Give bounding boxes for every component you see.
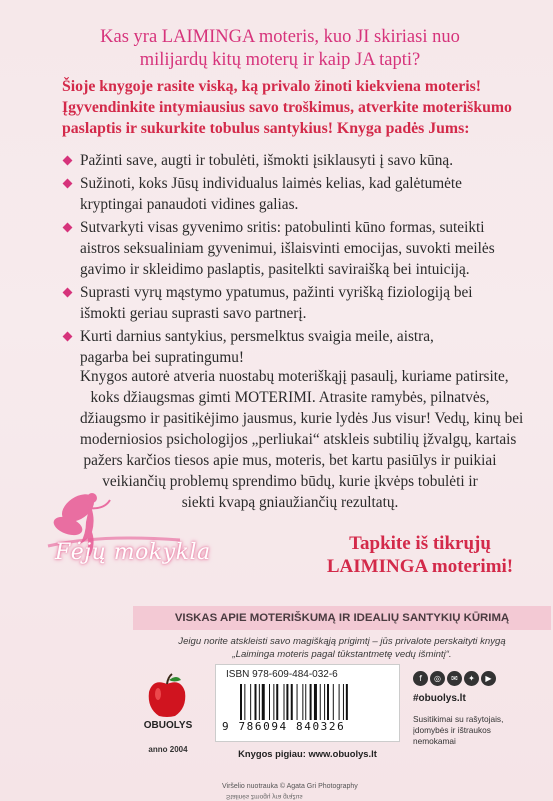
description-line: Knygos autorė atveria nuostabų moteriškąjį pasaulį, kuriame patirsite, [80, 368, 509, 385]
facebook-icon[interactable]: f [413, 671, 428, 686]
email-icon[interactable]: ✉ [447, 671, 462, 686]
lead-paragraph [62, 76, 532, 139]
lead-line-3: paslaptis ir sukurkite tobulus santykius! Knyga padės Jums: [62, 120, 470, 137]
apple-logo-icon [143, 672, 191, 720]
panel-note-line-1: Jeigu norite atskleisti savo magiškąją prigimtį – jūs privalote perskaityti knygą [178, 636, 506, 647]
intro-line-1: Kas yra LAIMINGA moteris, kuo JI skiriasi nuo [100, 27, 460, 47]
mirrored-text: Stalinės žmogų yra grąžus [226, 793, 303, 800]
list-item-text: gavimo ir skleidimo paslaptis, pasitelkti saviraišką bei intuiciją. [80, 261, 470, 278]
list-item [62, 217, 532, 280]
barcode-digits: 9 786094 840326 [222, 720, 346, 733]
publisher-year: anno 2004 [148, 745, 188, 754]
list-item-text: Sužinoti, koks Jūsų individualus laimės kelias, kad galėtumėte [80, 175, 462, 192]
list-item [62, 173, 532, 215]
list-item-text: Suprasti vyrų mąstymo ypatumus, pažinti vyrišką fiziologiją bei [80, 284, 473, 301]
list-item [62, 326, 532, 368]
hashtag: #obuolys.lt [413, 693, 466, 704]
panel-note-line-2: „Laiminga moteris pagal tūkstantmetę vedų išmintį“. [232, 649, 452, 660]
list-item [62, 150, 532, 171]
description-line: siekti kvapą gniaužiančių rezultatų. [181, 494, 399, 511]
list-item-text: aistros seksualiniam gyvenimui, išlaisvinti emocijas, suvokti meilės [80, 240, 495, 257]
description-line: džiaugsmo ir pasitikėjimo jausmus, kurie lydės Jus visur! Vedų, kinų bei [80, 410, 524, 427]
description-line: pažers karčios tiesos apie mus, moteris, bet kartu pasiūlys ir puikiai [83, 452, 497, 469]
isbn-text: ISBN 978-609-484-032-6 [226, 669, 338, 680]
follow-note [413, 714, 533, 747]
photo-credit: Viršelio nuotrauka © Agata Gri Photography [222, 783, 358, 790]
diamond-bullet-icon [63, 332, 73, 342]
youtube-icon[interactable]: ▶ [481, 671, 496, 686]
diamond-bullet-icon [63, 156, 73, 166]
follow-line-2: įdomybės ir ištraukos [413, 725, 491, 735]
lead-line-1: Šioje knygoje rasite viską, ką privalo žinoti kiekviena moteris! [62, 78, 482, 95]
list-item [62, 282, 532, 324]
intro-line-2: milijardų kitų moterų ir kaip JA tapti? [139, 50, 421, 70]
series-logo-text: Fėjų mokykla [55, 540, 211, 565]
tagline [300, 532, 540, 578]
panel-banner: VISKAS APIE MOTERIŠKUMĄ IR IDEALIŲ SANTYKIŲ KŪRIMĄ [133, 606, 551, 630]
tagline-line-1: Tapkite iš tikrųjų [349, 533, 491, 554]
list-item-text: pagarba bei supratingumu! [80, 349, 244, 366]
intro-question [60, 26, 500, 72]
barcode-icon [238, 684, 388, 724]
list-item-text: kryptingai panaudoti vidines galias. [80, 196, 299, 213]
fairy-logo-icon [40, 488, 190, 580]
follow-line-3: nemokamai [413, 736, 456, 746]
diamond-bullet-icon [63, 179, 73, 189]
list-item-text: išmokti geriau suprasti savo partnerį. [80, 305, 307, 322]
buy-link[interactable]: Knygos pigiau: www.obuolys.lt [238, 748, 377, 759]
description-line: koks džiaugsmas gimti MOTERIMI. Atrasite ramybės, pilnatvės, [90, 389, 490, 406]
instagram-icon[interactable]: ◎ [430, 671, 445, 686]
tagline-line-2: LAIMINGA moterimi! [326, 556, 514, 577]
list-item-text: Pažinti save, augti ir tobulėti, išmokti įsiklausyti į savo kūną. [80, 152, 454, 169]
description-line: veikiančių problemų sprendimo būdų, kurie įkvėps tobulėti ir [102, 473, 478, 490]
social-icons [413, 668, 528, 686]
description-line: moderniosios psichologijos „perliukai“ atskleis subtilių įžvalgų, kartais [80, 431, 517, 448]
benefits-list [62, 150, 532, 370]
follow-line-1: Susitikimai su rašytojais, [413, 714, 504, 724]
list-item-text: Sutvarkyti visas gyvenimo sritis: patobulinti kūno formas, suteikti [80, 219, 485, 236]
lead-line-2: Įgyvendinkite intymiausius savo troškimus, atverkite moteriškumo [62, 99, 512, 116]
panel-note [133, 635, 551, 661]
list-item-text: Kurti darnius santykius, persmelktus svaigia meile, aistra, [80, 328, 434, 345]
twitter-icon[interactable]: ✦ [464, 671, 479, 686]
diamond-bullet-icon [63, 223, 73, 233]
diamond-bullet-icon [63, 288, 73, 298]
publisher-name: OBUOLYS [143, 720, 193, 731]
